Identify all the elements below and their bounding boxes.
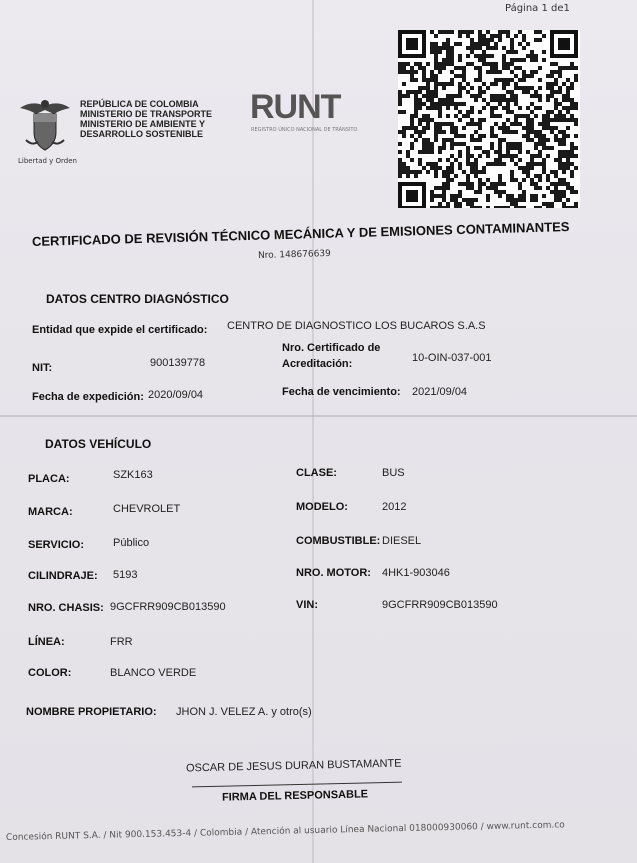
acreditacion-label-2: Acreditación: bbox=[282, 358, 353, 370]
vin-value: 9GCFRR909CB013590 bbox=[382, 599, 498, 611]
marca-value: CHEVROLET bbox=[113, 503, 181, 515]
color-value: BLANCO VERDE bbox=[110, 667, 197, 679]
combustible-value: DIESEL bbox=[382, 535, 422, 547]
chasis-value: 9GCFRR909CB013590 bbox=[110, 601, 226, 613]
fecha-vencimiento-value: 2021/09/04 bbox=[412, 386, 468, 398]
marca-label: MARCA: bbox=[28, 506, 73, 518]
coat-of-arms-icon bbox=[18, 96, 72, 154]
fold-line-horizontal bbox=[0, 415, 637, 417]
acreditacion-value: 10-OIN-037-001 bbox=[412, 352, 492, 364]
page-indicator: Página 1 de1 bbox=[505, 3, 570, 14]
servicio-value: Público bbox=[113, 537, 150, 549]
section-title-centro: DATOS CENTRO DIAGNÓSTICO bbox=[46, 292, 229, 306]
ministry-line-2: MINISTERIO DE TRANSPORTE bbox=[80, 109, 213, 119]
fecha-expedicion-label: Fecha de expedición: bbox=[32, 391, 144, 403]
ministry-block bbox=[80, 99, 212, 139]
section-title-vehiculo: DATOS VEHÍCULO bbox=[45, 437, 152, 451]
entidad-value: CENTRO DE DIAGNOSTICO LOS BUCAROS S.A.S bbox=[227, 320, 486, 332]
vin-label: VIN: bbox=[296, 599, 318, 611]
nit-value: 900139778 bbox=[150, 357, 206, 369]
linea-label: LÍNEA: bbox=[28, 636, 65, 648]
cilindraje-label: CILINDRAJE: bbox=[28, 570, 98, 582]
clase-label: CLASE: bbox=[296, 467, 337, 479]
combustible-label: COMBUSTIBLE: bbox=[296, 535, 381, 547]
ministry-line-1: REPÚBLICA DE COLOMBIA bbox=[80, 99, 199, 109]
modelo-label: MODELO: bbox=[296, 501, 348, 513]
propietario-label: NOMBRE PROPIETARIO: bbox=[26, 706, 157, 718]
modelo-value: 2012 bbox=[382, 501, 407, 513]
acreditacion-label-1: Nro. Certificado de bbox=[282, 342, 381, 354]
firma-label: FIRMA DEL RESPONSABLE bbox=[221, 788, 369, 804]
clase-value: BUS bbox=[382, 467, 405, 479]
propietario-value: JHON J. VELEZ A. y otro(s) bbox=[176, 706, 312, 718]
placa-value: SZK163 bbox=[113, 469, 153, 481]
motor-value: 4HK1-903046 bbox=[382, 567, 450, 579]
color-label: COLOR: bbox=[28, 667, 72, 679]
fecha-vencimiento-label: Fecha de vencimiento: bbox=[282, 386, 401, 398]
placa-label: PLACA: bbox=[28, 473, 70, 485]
chasis-label: NRO. CHASIS: bbox=[28, 602, 104, 614]
ministry-line-4: DESARROLLO SOSTENIBLE bbox=[80, 129, 204, 139]
cilindraje-value: 5193 bbox=[113, 569, 138, 581]
ministry-line-3: MINISTERIO DE AMBIENTE Y bbox=[80, 119, 206, 129]
fecha-expedicion-value: 2020/09/04 bbox=[148, 389, 204, 401]
firma-name: OSCAR DE JESUS DURAN BUSTAMANTE bbox=[185, 757, 402, 775]
entidad-label: Entidad que expide el certificado: bbox=[32, 324, 208, 336]
nit-label: NIT: bbox=[32, 362, 53, 374]
qr-code-icon bbox=[398, 30, 580, 208]
footer-text: Concesión RUNT S.A. / Nit 900.153.453-4 / Colombia / Atención al usuario Línea Nacional 018000930060 / www.runt.com.co bbox=[5, 820, 565, 843]
runt-logo-subtext: REGISTRO ÚNICO NACIONAL DE TRÁNSITO bbox=[251, 127, 358, 133]
motto: Libertad y Orden bbox=[18, 157, 77, 165]
servicio-label: SERVICIO: bbox=[28, 539, 85, 551]
certificate-number: Nro. 148676639 bbox=[257, 248, 331, 262]
certificate-title: CERTIFICADO DE REVISIÓN TÉCNICO MECÁNICA Y DE EMISIONES CONTAMINANTES bbox=[31, 218, 570, 249]
motor-label: NRO. MOTOR: bbox=[296, 567, 371, 579]
signature-line bbox=[192, 782, 402, 788]
linea-value: FRR bbox=[110, 636, 133, 648]
runt-logo: RUNT bbox=[250, 88, 341, 126]
